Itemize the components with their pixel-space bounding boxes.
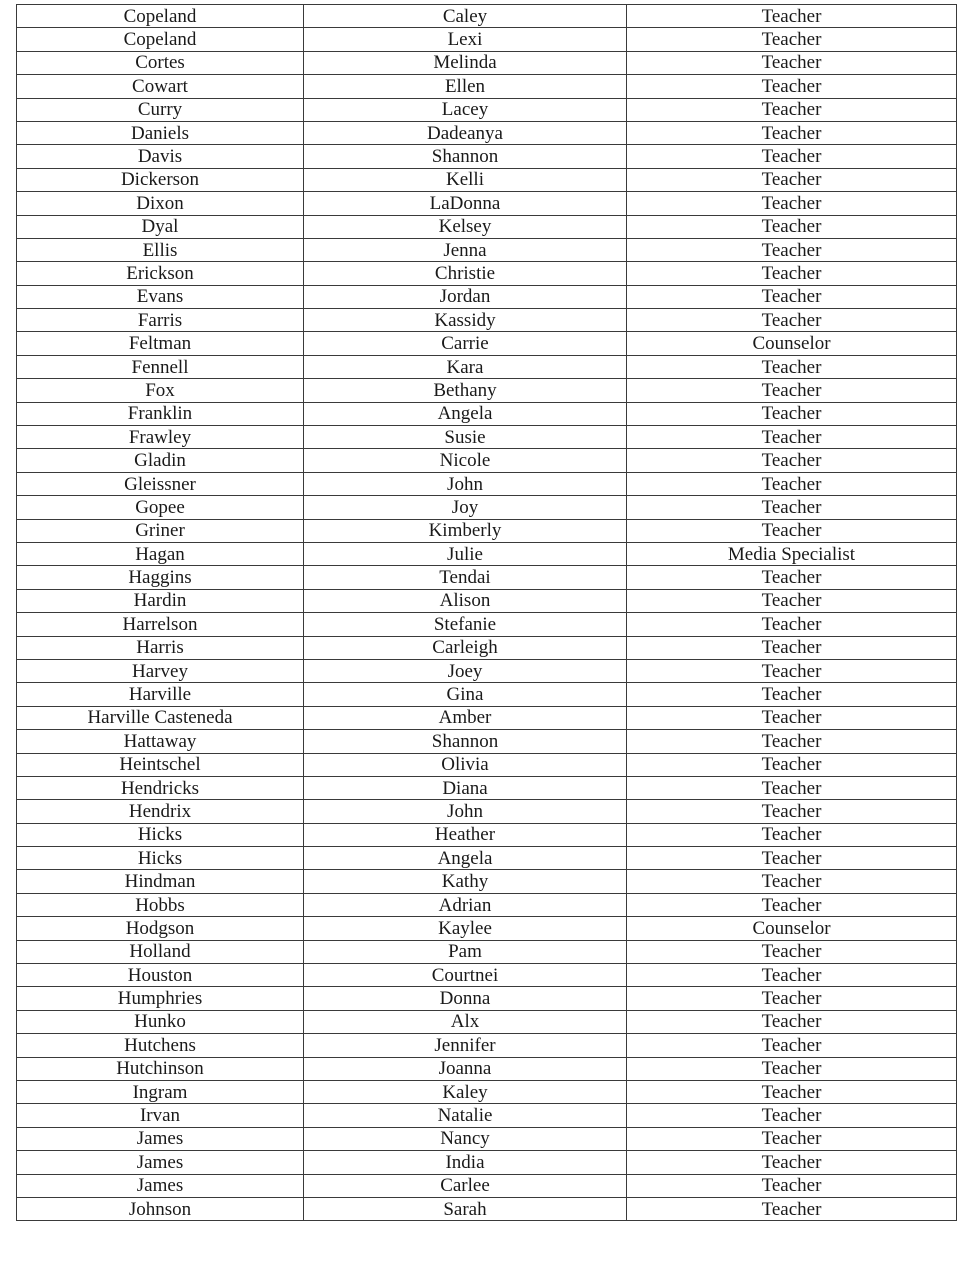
first-name-cell: Joy — [304, 496, 627, 519]
first-name-cell: Stefanie — [304, 613, 627, 636]
first-name-cell: Tendai — [304, 566, 627, 589]
table-row — [17, 519, 957, 542]
first-name-cell: India — [304, 1151, 627, 1174]
position-cell: Teacher — [627, 75, 957, 98]
position-cell: Teacher — [627, 589, 957, 612]
first-name-cell: Alison — [304, 589, 627, 612]
table-row — [17, 426, 957, 449]
position-cell: Teacher — [627, 776, 957, 799]
first-name-cell: Joey — [304, 659, 627, 682]
table-row — [17, 753, 957, 776]
position-cell: Teacher — [627, 1034, 957, 1057]
last-name-cell: Daniels — [17, 121, 304, 144]
first-name-cell: Heather — [304, 823, 627, 846]
last-name-cell: Hunko — [17, 1010, 304, 1033]
position-cell: Teacher — [627, 566, 957, 589]
table-row — [17, 285, 957, 308]
last-name-cell: Hattaway — [17, 730, 304, 753]
last-name-cell: Hardin — [17, 589, 304, 612]
last-name-cell: Erickson — [17, 262, 304, 285]
position-cell: Teacher — [627, 426, 957, 449]
table-row — [17, 1174, 957, 1197]
position-cell: Teacher — [627, 1104, 957, 1127]
last-name-cell: Hicks — [17, 847, 304, 870]
table-row — [17, 776, 957, 799]
table-row — [17, 659, 957, 682]
last-name-cell: Griner — [17, 519, 304, 542]
table-row — [17, 940, 957, 963]
first-name-cell: Kimberly — [304, 519, 627, 542]
position-cell: Teacher — [627, 355, 957, 378]
table-row — [17, 964, 957, 987]
last-name-cell: Frawley — [17, 426, 304, 449]
first-name-cell: Diana — [304, 776, 627, 799]
position-cell: Teacher — [627, 496, 957, 519]
last-name-cell: Harville — [17, 683, 304, 706]
first-name-cell: Nancy — [304, 1127, 627, 1150]
position-cell: Teacher — [627, 1174, 957, 1197]
last-name-cell: Gleissner — [17, 472, 304, 495]
position-cell: Teacher — [627, 28, 957, 51]
last-name-cell: James — [17, 1174, 304, 1197]
last-name-cell: Evans — [17, 285, 304, 308]
first-name-cell: Caley — [304, 5, 627, 28]
table-row — [17, 1034, 957, 1057]
table-row — [17, 496, 957, 519]
position-cell: Teacher — [627, 449, 957, 472]
position-cell: Teacher — [627, 1197, 957, 1220]
first-name-cell: Joanna — [304, 1057, 627, 1080]
first-name-cell: Gina — [304, 683, 627, 706]
position-cell: Teacher — [627, 519, 957, 542]
first-name-cell: Jennifer — [304, 1034, 627, 1057]
table-row — [17, 51, 957, 74]
position-cell: Teacher — [627, 706, 957, 729]
last-name-cell: Feltman — [17, 332, 304, 355]
first-name-cell: Kathy — [304, 870, 627, 893]
last-name-cell: Dixon — [17, 192, 304, 215]
first-name-cell: Courtnei — [304, 964, 627, 987]
first-name-cell: Alx — [304, 1010, 627, 1033]
position-cell: Teacher — [627, 168, 957, 191]
position-cell: Teacher — [627, 964, 957, 987]
position-cell: Teacher — [627, 730, 957, 753]
first-name-cell: Dadeanya — [304, 121, 627, 144]
position-cell: Teacher — [627, 238, 957, 261]
first-name-cell: Amber — [304, 706, 627, 729]
table-row — [17, 472, 957, 495]
last-name-cell: Ellis — [17, 238, 304, 261]
position-cell: Teacher — [627, 940, 957, 963]
first-name-cell: Jordan — [304, 285, 627, 308]
last-name-cell: Dyal — [17, 215, 304, 238]
position-cell: Teacher — [627, 98, 957, 121]
first-name-cell: John — [304, 472, 627, 495]
first-name-cell: Angela — [304, 847, 627, 870]
last-name-cell: Houston — [17, 964, 304, 987]
first-name-cell: Lacey — [304, 98, 627, 121]
first-name-cell: Natalie — [304, 1104, 627, 1127]
first-name-cell: Sarah — [304, 1197, 627, 1220]
first-name-cell: Julie — [304, 542, 627, 565]
last-name-cell: Hendricks — [17, 776, 304, 799]
table-row — [17, 847, 957, 870]
first-name-cell: LaDonna — [304, 192, 627, 215]
last-name-cell: Hagan — [17, 542, 304, 565]
first-name-cell: Donna — [304, 987, 627, 1010]
last-name-cell: Hicks — [17, 823, 304, 846]
last-name-cell: Heintschel — [17, 753, 304, 776]
position-cell: Teacher — [627, 636, 957, 659]
last-name-cell: Hobbs — [17, 893, 304, 916]
position-cell: Teacher — [627, 5, 957, 28]
last-name-cell: Gopee — [17, 496, 304, 519]
table-row — [17, 121, 957, 144]
last-name-cell: Ingram — [17, 1080, 304, 1103]
position-cell: Teacher — [627, 215, 957, 238]
position-cell: Teacher — [627, 1057, 957, 1080]
table-row — [17, 542, 957, 565]
position-cell: Teacher — [627, 192, 957, 215]
first-name-cell: Bethany — [304, 379, 627, 402]
table-row — [17, 192, 957, 215]
position-cell: Teacher — [627, 262, 957, 285]
table-row — [17, 566, 957, 589]
last-name-cell: Copeland — [17, 5, 304, 28]
position-cell: Counselor — [627, 917, 957, 940]
last-name-cell: Harvey — [17, 659, 304, 682]
last-name-cell: Haggins — [17, 566, 304, 589]
last-name-cell: Curry — [17, 98, 304, 121]
position-cell: Teacher — [627, 823, 957, 846]
position-cell: Media Specialist — [627, 542, 957, 565]
last-name-cell: Hindman — [17, 870, 304, 893]
last-name-cell: Fox — [17, 379, 304, 402]
first-name-cell: Adrian — [304, 893, 627, 916]
position-cell: Teacher — [627, 1080, 957, 1103]
first-name-cell: Carleigh — [304, 636, 627, 659]
table-row — [17, 168, 957, 191]
last-name-cell: Copeland — [17, 28, 304, 51]
last-name-cell: Dickerson — [17, 168, 304, 191]
first-name-cell: Jenna — [304, 238, 627, 261]
table-row — [17, 449, 957, 472]
first-name-cell: Christie — [304, 262, 627, 285]
table-row — [17, 28, 957, 51]
first-name-cell: Shannon — [304, 145, 627, 168]
position-cell: Teacher — [627, 847, 957, 870]
position-cell: Teacher — [627, 51, 957, 74]
position-cell: Teacher — [627, 379, 957, 402]
position-cell: Teacher — [627, 145, 957, 168]
table-row — [17, 262, 957, 285]
table-row — [17, 238, 957, 261]
position-cell: Teacher — [627, 309, 957, 332]
last-name-cell: Hutchinson — [17, 1057, 304, 1080]
table-row — [17, 730, 957, 753]
first-name-cell: Kara — [304, 355, 627, 378]
position-cell: Teacher — [627, 987, 957, 1010]
last-name-cell: Johnson — [17, 1197, 304, 1220]
table-row — [17, 402, 957, 425]
first-name-cell: Susie — [304, 426, 627, 449]
last-name-cell: Hutchens — [17, 1034, 304, 1057]
table-row — [17, 309, 957, 332]
table-row — [17, 987, 957, 1010]
table-row — [17, 1151, 957, 1174]
first-name-cell: Melinda — [304, 51, 627, 74]
position-cell: Teacher — [627, 1151, 957, 1174]
staff-roster-body — [17, 5, 957, 1221]
table-row — [17, 893, 957, 916]
table-row — [17, 1057, 957, 1080]
last-name-cell: Hendrix — [17, 800, 304, 823]
position-cell: Counselor — [627, 332, 957, 355]
last-name-cell: Franklin — [17, 402, 304, 425]
last-name-cell: James — [17, 1127, 304, 1150]
last-name-cell: Gladin — [17, 449, 304, 472]
table-row — [17, 1197, 957, 1220]
position-cell: Teacher — [627, 683, 957, 706]
table-row — [17, 379, 957, 402]
first-name-cell: Ellen — [304, 75, 627, 98]
table-row — [17, 75, 957, 98]
table-row — [17, 355, 957, 378]
last-name-cell: Harris — [17, 636, 304, 659]
last-name-cell: Harville Casteneda — [17, 706, 304, 729]
position-cell: Teacher — [627, 121, 957, 144]
last-name-cell: James — [17, 1151, 304, 1174]
staff-roster-table — [16, 4, 957, 1221]
position-cell: Teacher — [627, 1127, 957, 1150]
position-cell: Teacher — [627, 472, 957, 495]
position-cell: Teacher — [627, 659, 957, 682]
position-cell: Teacher — [627, 800, 957, 823]
first-name-cell: Kassidy — [304, 309, 627, 332]
table-row — [17, 5, 957, 28]
first-name-cell: Pam — [304, 940, 627, 963]
last-name-cell: Irvan — [17, 1104, 304, 1127]
first-name-cell: Kaylee — [304, 917, 627, 940]
table-row — [17, 800, 957, 823]
last-name-cell: Humphries — [17, 987, 304, 1010]
table-row — [17, 1080, 957, 1103]
first-name-cell: Shannon — [304, 730, 627, 753]
table-row — [17, 706, 957, 729]
last-name-cell: Holland — [17, 940, 304, 963]
position-cell: Teacher — [627, 285, 957, 308]
first-name-cell: Nicole — [304, 449, 627, 472]
last-name-cell: Harrelson — [17, 613, 304, 636]
last-name-cell: Hodgson — [17, 917, 304, 940]
position-cell: Teacher — [627, 870, 957, 893]
last-name-cell: Davis — [17, 145, 304, 168]
table-row — [17, 145, 957, 168]
table-row — [17, 870, 957, 893]
table-row — [17, 1010, 957, 1033]
first-name-cell: Lexi — [304, 28, 627, 51]
table-row — [17, 98, 957, 121]
position-cell: Teacher — [627, 402, 957, 425]
first-name-cell: Kelli — [304, 168, 627, 191]
last-name-cell: Cortes — [17, 51, 304, 74]
table-row — [17, 1104, 957, 1127]
last-name-cell: Farris — [17, 309, 304, 332]
table-row — [17, 613, 957, 636]
first-name-cell: Carrie — [304, 332, 627, 355]
table-row — [17, 636, 957, 659]
first-name-cell: Angela — [304, 402, 627, 425]
table-row — [17, 917, 957, 940]
last-name-cell: Fennell — [17, 355, 304, 378]
first-name-cell: Kelsey — [304, 215, 627, 238]
position-cell: Teacher — [627, 753, 957, 776]
first-name-cell: Kaley — [304, 1080, 627, 1103]
first-name-cell: Carlee — [304, 1174, 627, 1197]
position-cell: Teacher — [627, 1010, 957, 1033]
table-row — [17, 589, 957, 612]
table-row — [17, 1127, 957, 1150]
last-name-cell: Cowart — [17, 75, 304, 98]
position-cell: Teacher — [627, 613, 957, 636]
table-row — [17, 215, 957, 238]
position-cell: Teacher — [627, 893, 957, 916]
table-row — [17, 332, 957, 355]
table-row — [17, 683, 957, 706]
first-name-cell: Olivia — [304, 753, 627, 776]
first-name-cell: John — [304, 800, 627, 823]
table-row — [17, 823, 957, 846]
